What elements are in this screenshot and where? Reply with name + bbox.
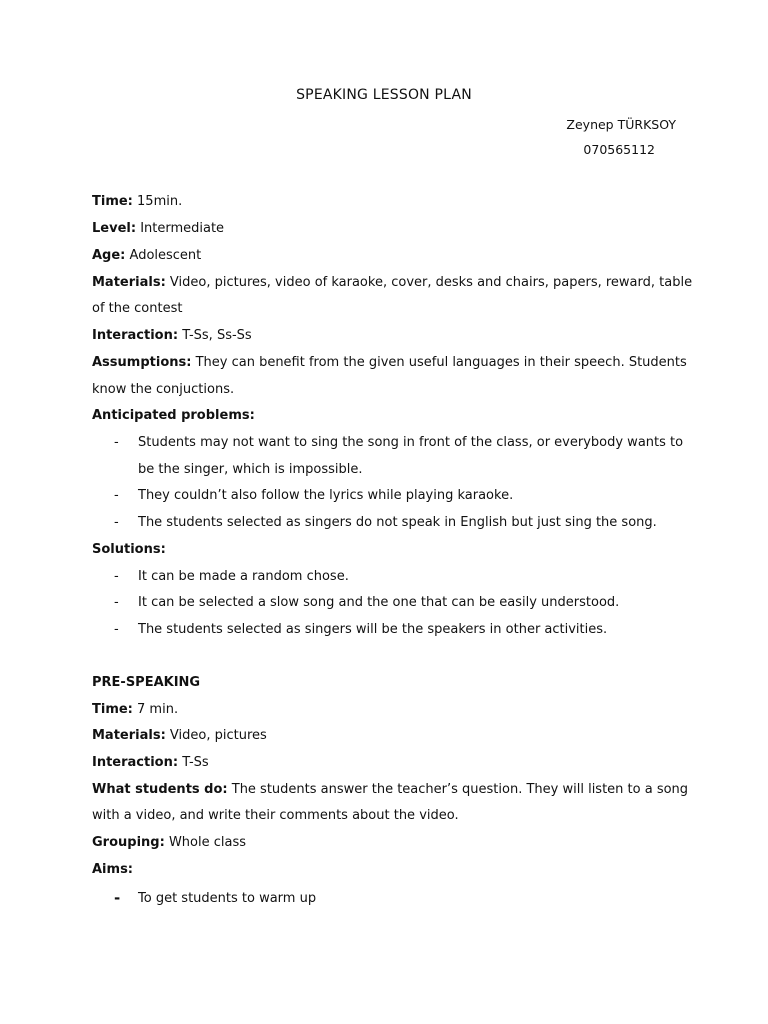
solution-item: The students selected as singers will be the speakers in other activities. [138, 622, 608, 637]
assumptions-line [92, 355, 687, 371]
problem-bullet: - [114, 515, 119, 530]
anticipated-problems-heading [92, 408, 682, 424]
pre-speaking-heading [92, 675, 682, 691]
what-students-do-label: What students do: [92, 782, 228, 797]
materials-line [92, 275, 693, 291]
assumptions-value: They can benefit from the given useful languages in their speech. Students [195, 355, 687, 370]
age-label: Age: [92, 248, 126, 263]
aim-bullet: - [114, 889, 121, 907]
pre-time-label: Time: [92, 702, 133, 717]
solution-bullet: - [114, 595, 119, 610]
assumptions-label: Assumptions: [92, 355, 192, 370]
pre-interaction-line [92, 755, 682, 771]
problem-item: Students may not want to sing the song in front of the class, or everybody wants to [138, 435, 684, 450]
aims-heading [92, 862, 682, 878]
problem-bullet: - [114, 435, 119, 450]
solutions-label: Solutions: [92, 542, 166, 557]
level-line [92, 221, 682, 237]
grouping-line [92, 835, 682, 851]
what-students-do-value-cont: with a video, and write their comments about the video. [92, 808, 459, 823]
solution-bullet: - [114, 569, 119, 584]
pre-time-value: 7 min. [137, 702, 179, 717]
problem-bullet: - [114, 488, 119, 503]
time-line [92, 194, 682, 210]
materials-label: Materials: [92, 275, 166, 290]
pre-materials-value: Video, pictures [169, 728, 267, 743]
pre-interaction-label: Interaction: [92, 755, 179, 770]
solution-bullet: - [114, 622, 119, 637]
solution-item: It can be made a random chose. [138, 569, 349, 584]
interaction-value: T-Ss, Ss-Ss [182, 328, 252, 343]
student-id: 070565112 [583, 142, 655, 157]
age-value: Adolescent [129, 248, 202, 263]
document-title: SPEAKING LESSON PLAN [296, 87, 472, 103]
pre-speaking-label: PRE-SPEAKING [92, 675, 201, 690]
level-label: Level: [92, 221, 137, 236]
interaction-line [92, 328, 682, 344]
time-label: Time: [92, 194, 133, 209]
pre-materials-label: Materials: [92, 728, 166, 743]
problem-item-cont: be the singer, which is impossible. [138, 462, 363, 477]
interaction-label: Interaction: [92, 328, 179, 343]
what-students-do-value: The students answer the teacher’s question. They will listen to a song [231, 782, 689, 797]
aims-label: Aims: [92, 862, 133, 877]
materials-value-cont: of the contest [92, 301, 183, 316]
anticipated-problems-label: Anticipated problems: [92, 408, 255, 423]
author-name: Zeynep TÜRKSOY [566, 117, 676, 132]
age-line [92, 248, 682, 264]
assumptions-line-2 [92, 382, 682, 398]
time-value: 15min. [137, 194, 183, 209]
solutions-heading [92, 542, 682, 558]
grouping-value: Whole class [168, 835, 246, 850]
problem-item: The students selected as singers do not speak in English but just sing the song. [138, 515, 657, 530]
pre-time-line [92, 702, 682, 718]
materials-line-2 [92, 301, 682, 317]
problem-item: They couldn’t also follow the lyrics while playing karaoke. [138, 488, 514, 503]
assumptions-value-cont: know the conjuctions. [92, 382, 235, 397]
what-students-do-line [92, 782, 689, 798]
aim-item: To get students to warm up [138, 891, 317, 906]
level-value: Intermediate [140, 221, 225, 236]
pre-materials-line [92, 728, 682, 744]
grouping-label: Grouping: [92, 835, 165, 850]
pre-interaction-value: T-Ss [182, 755, 209, 770]
what-students-do-line-2 [92, 808, 682, 824]
materials-value: Video, pictures, video of karaoke, cover, desks and chairs, papers, reward, table [169, 275, 693, 290]
solution-item: It can be selected a slow song and the one that can be easily understood. [138, 595, 620, 610]
